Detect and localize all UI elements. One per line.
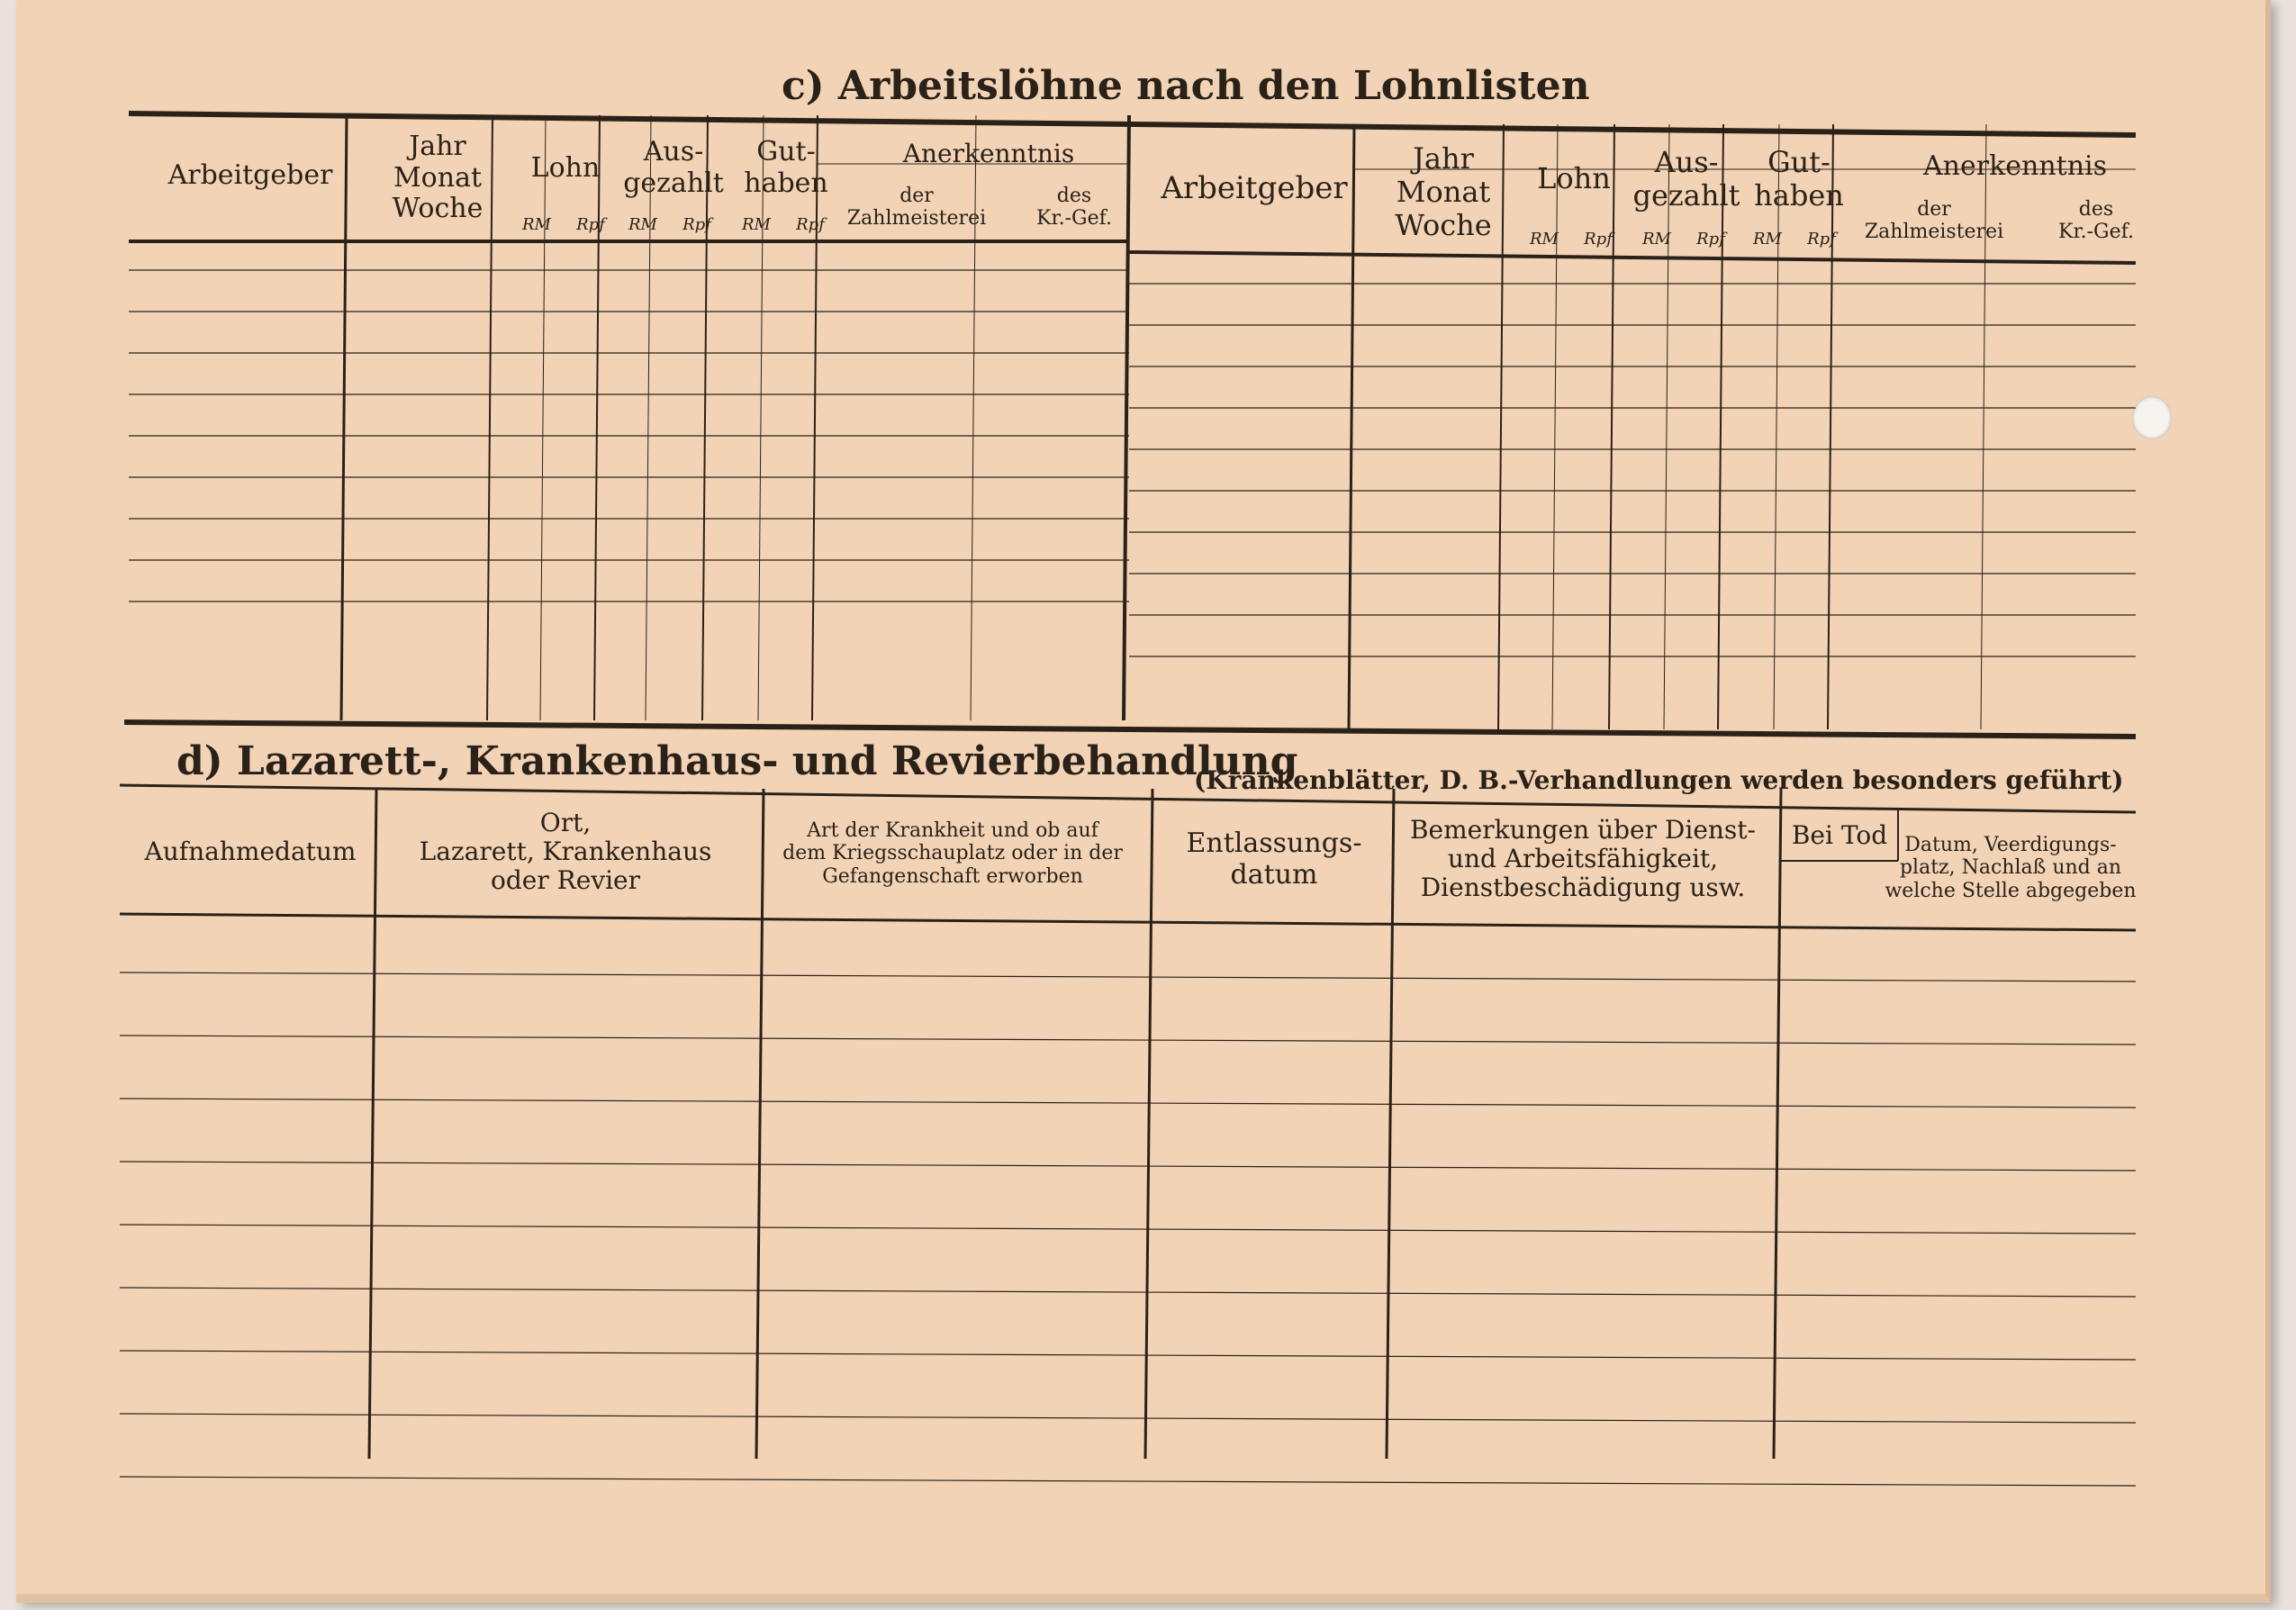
- section-d-subtitle: (Krankenblätter, D. B.-Verhandlungen werden besonders geführt): [1194, 765, 2124, 795]
- section-d-title: d) Lazarett-, Krankenhaus- und Revierbehandlung: [176, 738, 1298, 784]
- column-rule: [1774, 124, 1779, 729]
- row-line: [120, 1351, 2136, 1360]
- header-guthaben: Gut- haben: [744, 136, 828, 199]
- rm-label: RM: [628, 215, 657, 234]
- column-rule: [1145, 789, 1153, 1459]
- column-rule: [1718, 124, 1723, 729]
- rm-label: RM: [522, 215, 551, 234]
- header-anerkenntnis: Anerkenntnis: [1922, 150, 2108, 182]
- column-rule: [369, 789, 376, 1459]
- row-line: [120, 1162, 2136, 1171]
- rm-label: RM: [742, 215, 771, 234]
- column-rule: [702, 115, 708, 720]
- header-ausgezahlt: Aus- gezahlt: [623, 136, 724, 199]
- rpf-label: Rpf: [576, 215, 605, 234]
- header-ausgezahlt: Aus- gezahlt: [1632, 145, 1740, 213]
- column-rule: [756, 789, 764, 1459]
- column-rule: [1828, 124, 1833, 729]
- header-lohn: Lohn: [530, 152, 601, 184]
- rpf-label: Rpf: [1696, 230, 1725, 249]
- column-rule: [594, 115, 600, 720]
- rpf-label: Rpf: [1807, 230, 1836, 249]
- header-anerkenntnis: Anerkenntnis: [902, 139, 1075, 168]
- header-lohn: Lohn: [1537, 161, 1611, 195]
- document-card: [16, 0, 2271, 1603]
- rpf-label: Rpf: [796, 215, 825, 234]
- row-line: [120, 1414, 2136, 1423]
- row-line: [120, 1036, 2136, 1045]
- row-line: [120, 1099, 2136, 1108]
- header-aufnahmedatum: Aufnahmedatum: [144, 837, 357, 866]
- header-art-der-krankheit: Art der Krankheit und ob auf dem Kriegsschauplatz oder in der Gefangenschaft erworben: [782, 819, 1123, 888]
- column-rule: [540, 115, 546, 720]
- header-bemerkungen: Bemerkungen über Dienst- und Arbeitsfähigkeit, Dienstbeschädigung usw.: [1409, 815, 1756, 903]
- row-line: [120, 1288, 2136, 1297]
- column-rule: [1664, 124, 1669, 729]
- column-rule: [1552, 124, 1558, 729]
- header-guthaben: Gut- haben: [1754, 145, 1844, 213]
- header-des-kr-gef: des Kr.-Gef.: [2058, 198, 2134, 244]
- column-rule: [341, 115, 347, 720]
- rm-label: RM: [1753, 230, 1782, 249]
- column-rule: [812, 115, 818, 720]
- column-rule: [1609, 124, 1614, 729]
- rpf-label: Rpf: [682, 215, 711, 234]
- header-entlassungsdatum: Entlassungs- datum: [1186, 828, 1362, 891]
- rm-label: RM: [1642, 230, 1671, 249]
- section-d-top-rule: [124, 722, 2136, 737]
- section-d-header-rule: [120, 914, 2136, 930]
- header-des-kr-gef: des Kr.-Gef.: [1036, 185, 1112, 231]
- header-ort: Ort, Lazarett, Krankenhaus oder Revier: [419, 808, 712, 896]
- rm-label: RM: [1530, 230, 1559, 249]
- header-jahr-monat-woche: Jahr Monat Woche: [392, 131, 484, 224]
- column-rule: [646, 115, 651, 720]
- header-arbeitgeber: Arbeitgeber: [167, 159, 333, 191]
- header-arbeitgeber: Arbeitgeber: [1161, 170, 1348, 206]
- column-rule: [758, 115, 764, 720]
- header-jahr-monat-woche: Jahr Monat Woche: [1395, 141, 1492, 242]
- row-line: [120, 972, 2136, 981]
- header-der-zahlmeisterei: der Zahlmeisterei: [846, 185, 987, 231]
- header-bei-tod: Bei Tod: [1791, 820, 1888, 850]
- row-line: [120, 1477, 2136, 1486]
- header-der-zahlmeisterei: der Zahlmeisterei: [1864, 198, 2004, 244]
- row-line: [120, 1225, 2136, 1234]
- rpf-label: Rpf: [1584, 230, 1613, 249]
- section-c-title: c) Arbeitslöhne nach den Lohnlisten: [782, 63, 1590, 109]
- header-datum-veerdigung: Datum, Veerdigungs- platz, Nachlaß und an welche Stelle abgegeben: [1885, 834, 2137, 902]
